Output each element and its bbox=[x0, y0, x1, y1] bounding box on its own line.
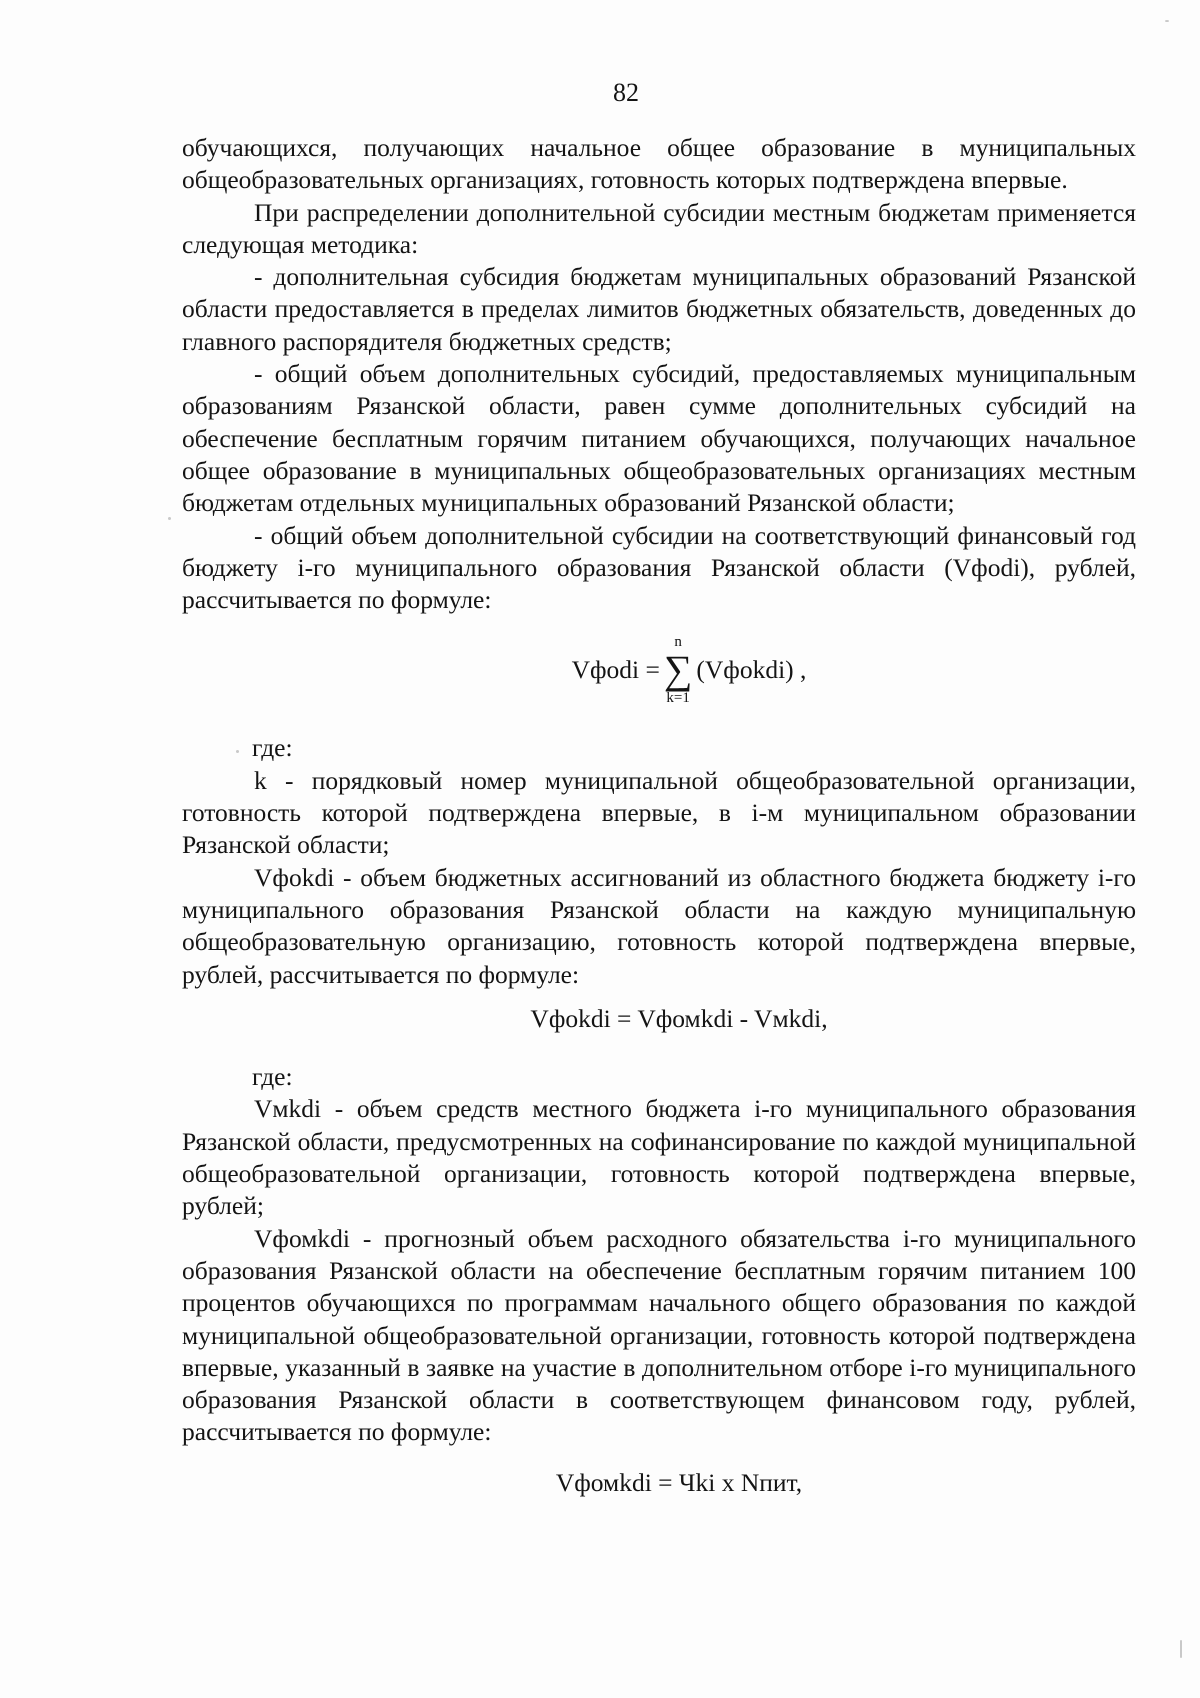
scan-speck bbox=[1180, 1640, 1182, 1658]
paragraph-total-per-municipality: - общий объем дополнительной субсидии на соответствующий финансовый год бюджету i-го муниципального образования Рязанской области (Vфodi), рублей, рассчитывается по формуле: bbox=[182, 520, 1136, 615]
summation-lower-limit: k=1 bbox=[666, 690, 690, 707]
paragraph-total-volume: - общий объем дополнительных субсидий, предоставляемых муниципальным образованиям Рязанской области, равен сумме дополнительных субсидий на обеспечение бесплатным горячим питанием обучающихся, получающих начальное общее образование в муниципальных общеобразовательных организациях местным бюджетам отдельных муниципальных образований Рязанской области; bbox=[182, 359, 1136, 518]
paragraph-methodology-intro: При распределении дополнительной субсидии местным бюджетам применяется следующая методика: bbox=[182, 197, 1136, 259]
scan-speck bbox=[1165, 20, 1169, 22]
page-number: 82 bbox=[613, 78, 639, 107]
summation-symbol bbox=[664, 634, 693, 706]
paragraph-k-definition: k - порядковый номер муниципальной общеобразовательной организации, готовность которой подтверждена впервые, в i-м муниципальном образовании Рязанской области; bbox=[182, 765, 1136, 860]
document-body bbox=[182, 132, 1136, 1499]
sigma-icon: ∑ bbox=[663, 647, 693, 693]
paragraph-vfomkdi-definition: Vфомkdi - прогнозный объем расходного обязательства i-го муниципального образования Рязанской области на обеспечение бесплатным горячим питанием 100 процентов обучающихся по программам начального общего образования по каждой муниципальной общеобразовательной организации, готовность которой подтверждена впервые, указанный в заявке на участие в дополнительном отборе i-го муниципального образования Рязанской области в соответствующем финансовом году, рублей, рассчитывается по формуле: bbox=[182, 1223, 1136, 1447]
where-label: где: bbox=[252, 1062, 293, 1092]
formula-vfomkdi: Vфомkdi = Чki х Nпит, bbox=[555, 1467, 803, 1497]
summation-upper-limit: n bbox=[674, 634, 682, 651]
formula-vfokdi: Vфokdi = Vфомkdi - Vмkdi, bbox=[530, 1003, 828, 1033]
paragraph-continuation: обучающихся, получающих начальное общее образование в муниципальных общеобразовательных организациях, готовность которых подтверждена впервые. bbox=[182, 133, 1136, 195]
paragraph-vfokdi-definition: Vфokdi - объем бюджетных ассигнований из областного бюджета бюджету i-го муниципального образования Рязанской области на каждую муниципальную общеобразовательную организацию, готовность которой подтверждена впервые, рублей, рассчитывается по формуле: bbox=[182, 862, 1136, 989]
paragraph-limits: - дополнительная субсидия бюджетам муниципальных образований Рязанской области предоставляется в пределах лимитов бюджетных обязательств, доведенных до главного распорядителя бюджетных средств; bbox=[182, 262, 1136, 356]
where-label: где: bbox=[252, 733, 293, 763]
scan-speck bbox=[236, 750, 239, 753]
formula-sum-rhs: (Vфokdi) , bbox=[696, 655, 807, 685]
formula-sum bbox=[182, 622, 1136, 718]
paragraph-vmkdi-definition: Vмkdi - объем средств местного бюджета i-го муниципального образования Рязанской области, предусмотренных на софинансирование по каждой муниципальной общеобразовательной организации, готовность которой подтверждена впервые, рублей; bbox=[182, 1094, 1136, 1221]
formula-sum-lhs: Vфodi = bbox=[571, 655, 660, 685]
scan-speck bbox=[168, 517, 171, 520]
